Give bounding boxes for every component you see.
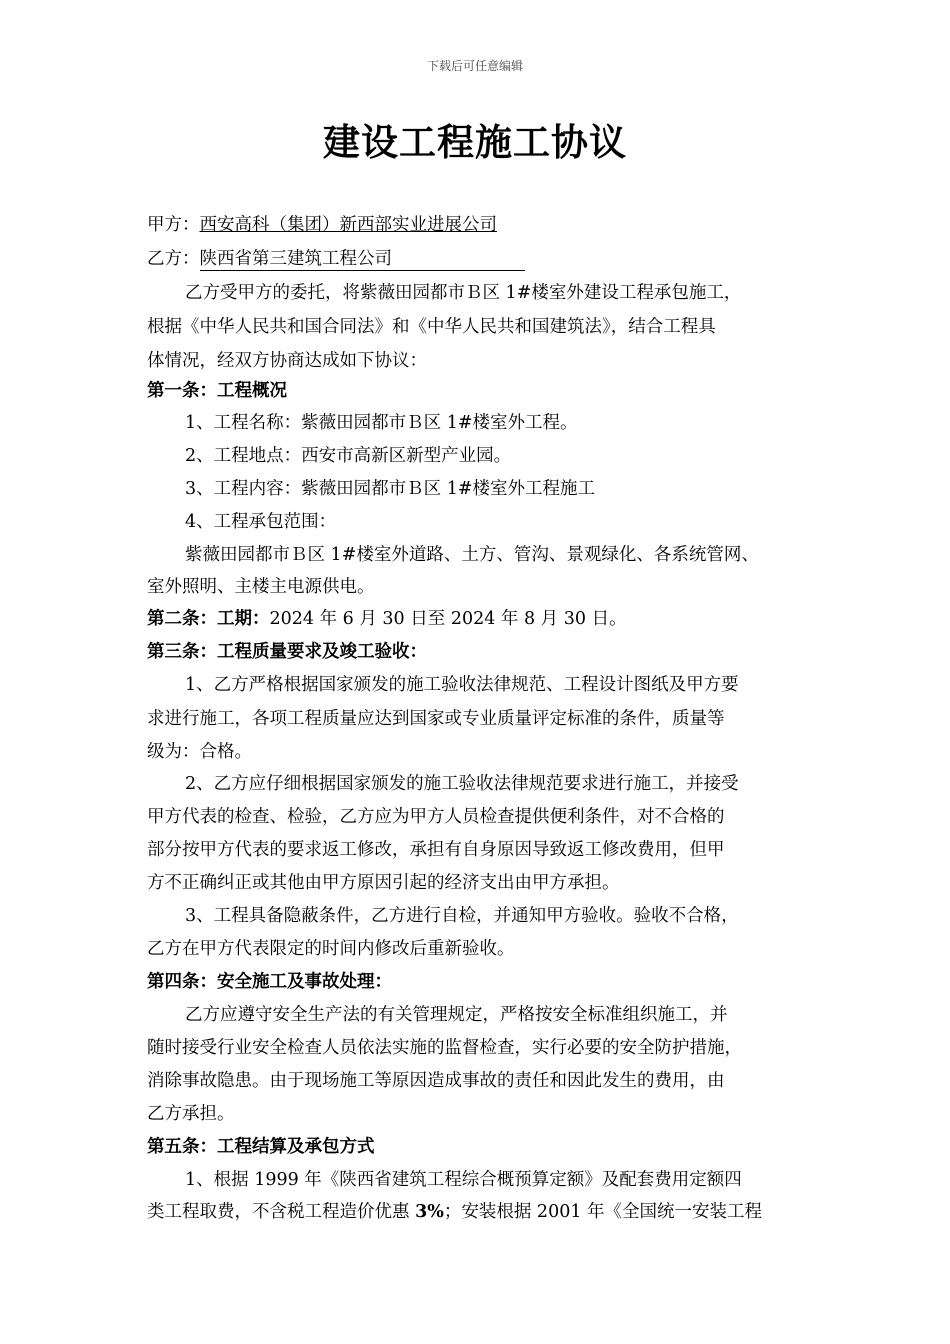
article-5-p1-line: 1、根据 1999 年《陕西省建筑工程综合概预算定额》及配套费用定额四 <box>185 1170 742 1190</box>
article-3-heading: 第三条：工程质量要求及竣工验收： <box>147 642 427 662</box>
article-1-scope-line: 室外照明、主楼主电源供电。 <box>147 577 375 597</box>
discount-rate: 3% <box>415 1202 444 1222</box>
article-5-text: ；安装根据 2001 年《全国统一安装工程 <box>443 1202 763 1222</box>
article-4-p1-line: 消除事故隐患。由于现场施工等原因造成事故的责任和因此发生的费用，由 <box>147 1071 725 1091</box>
header-note: 下载后可任意编辑 <box>426 59 523 73</box>
party-a-name: 西安高科（集团）新西部实业进展公司 <box>199 215 497 235</box>
document-title: 建设工程施工协议 <box>323 120 627 164</box>
article-1-heading: 第一条：工程概况 <box>147 381 287 401</box>
article-5-heading: 第五条：工程结算及承包方式 <box>147 1137 375 1157</box>
intro-line: 体情况，经双方协商达成如下协议： <box>147 351 427 371</box>
intro-line: 根据《中华人民共和国合同法》和《中华人民共和国建筑法》，结合工程具 <box>147 317 716 337</box>
article-3-p2-line: 方不正确纠正或其他由甲方原因引起的经济支出由甲方承担。 <box>147 873 620 893</box>
article-5-text: 类工程取费，不含税工程造价优惠 <box>147 1202 416 1222</box>
article-1-scope-line: 紫薇田园都市Ｂ区 1#楼室外道路、土方、管沟、景观绿化、各系统管网、 <box>185 545 759 565</box>
party-b-name: 陕西省第三建筑工程公司 <box>200 248 525 271</box>
article-2-heading: 第二条：工期： <box>147 609 270 629</box>
article-3-p3-line: 乙方在甲方代表限定的时间内修改后重新验收。 <box>147 939 515 959</box>
article-3-p3-line: 3、工程具备隐蔽条件，乙方进行自检，并通知甲方验收。验收不合格， <box>185 906 739 926</box>
article-3-p1-line: 求进行施工，各项工程质量应达到国家或专业质量评定标准的条件，质量等 <box>147 709 725 729</box>
article-3-p2-line: 2、乙方应仔细根据国家颁发的施工验收法律规范要求进行施工，并接受 <box>185 774 739 794</box>
party-a-label: 甲方： <box>147 215 200 235</box>
article-3-p1-line: 级为：合格。 <box>147 742 252 762</box>
article-5-p1-line <box>147 1195 762 1229</box>
article-3-p2-line: 甲方代表的检查、检验，乙方应为甲方人员检查提供便利条件，对不合格的 <box>147 807 725 827</box>
article-1-item: 3、工程内容：紫薇田园都市Ｂ区 1#楼室外工程施工 <box>185 479 595 499</box>
article-1-item: 1、工程名称：紫薇田园都市Ｂ区 1#楼室外工程。 <box>185 413 578 433</box>
article-2-line <box>147 602 627 636</box>
article-3-p2-line: 部分按甲方代表的要求返工修改，承担有自身原因导致返工修改费用，但甲 <box>147 840 725 860</box>
intro-line: 乙方受甲方的委托，将紫薇田园都市Ｂ区 1#楼室外建设工程承包施工， <box>185 283 742 303</box>
article-4-p1-line: 乙方承担。 <box>147 1104 235 1124</box>
party-b-label: 乙方： <box>147 249 200 269</box>
article-1-item: 4、工程承包范围： <box>185 512 337 532</box>
party-b-line <box>147 242 525 276</box>
article-4-heading: 第四条：安全施工及事故处理： <box>147 972 392 992</box>
article-1-item: 2、工程地点：西安市高新区新型产业园。 <box>185 446 512 466</box>
article-4-p1-line: 随时接受行业安全检查人员依法实施的监督检查，实行必要的安全防护措施， <box>147 1038 742 1058</box>
article-3-p1-line: 1、乙方严格根据国家颁发的施工验收法律规范、工程设计图纸及甲方要 <box>185 675 739 695</box>
article-4-p1-line: 乙方应遵守安全生产法的有关管理规定，严格按安全标准组织施工，并 <box>185 1005 728 1025</box>
article-2-text: 2024 年 6 月 30 日至 2024 年 8 月 30 日。 <box>269 609 627 629</box>
party-a-line <box>147 208 497 242</box>
